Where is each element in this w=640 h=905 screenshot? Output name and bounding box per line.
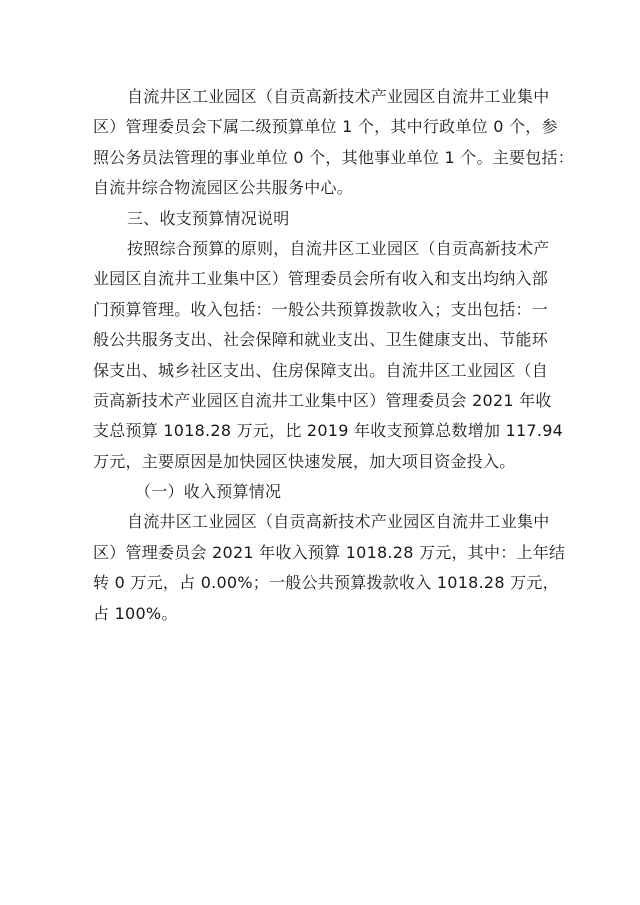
text-line: 按照综合预算的原则，自流井区工业园区（自贡高新技术产 [127, 238, 550, 258]
paragraph-affiliated-units [93, 82, 574, 204]
heading-text: 三、收支预算情况说明 [127, 208, 290, 228]
paragraph-budget-principle [93, 234, 564, 477]
text-line: 门预算管理。收入包括：一般公共预算拨款收入；支出包括：一 [93, 299, 549, 319]
text-line: 转 0 万元，占 0.00%；一般公共预算拨款收入 1018.28 万元， [93, 573, 559, 593]
text-line: 贡高新技术产业园区自流井工业集中区）管理委员会 2021 年收 [93, 390, 552, 410]
text-line: 保支出、城乡社区支出、住房保障支出。自流井区工业园区（自 [93, 360, 549, 380]
text-line: 般公共服务支出、社会保障和就业支出、卫生健康支出、节能环 [93, 330, 549, 350]
text-line: 占 100%。 [93, 603, 178, 623]
text-line: 区）管理委员会下属二级预算单位 1 个，其中行政单位 0 个，参 [93, 117, 558, 137]
text-line: 自流井区工业园区（自贡高新技术产业园区自流井工业集中 [127, 87, 550, 106]
text-line: 自流井区工业园区（自贡高新技术产业园区自流井工业集中 [127, 512, 550, 532]
document-body [93, 82, 574, 629]
text-line: 万元，主要原因是加快园区快速发展，加大项目资金投入。 [93, 451, 516, 471]
subsection-heading-income-budget [93, 477, 553, 507]
text-line: 业园区自流井工业集中区）管理委员会所有收入和支出均纳入部 [93, 269, 549, 289]
heading-text: （一）收入预算情况 [135, 482, 282, 502]
text-line: 区）管理委员会 2021 年收入预算 1018.28 万元，其中：上年结 [93, 542, 566, 562]
text-line: 自流井综合物流园区公共服务中心。 [93, 178, 354, 198]
paragraph-income-budget [93, 507, 566, 629]
text-line: 照公务员法管理的事业单位 0 个，其他事业单位 1 个。主要包括： [93, 147, 574, 167]
section-heading-budget-explanation [93, 204, 553, 234]
text-line: 支总预算 1018.28 万元，比 2019 年收支预算总数增加 117.94 [93, 421, 564, 441]
